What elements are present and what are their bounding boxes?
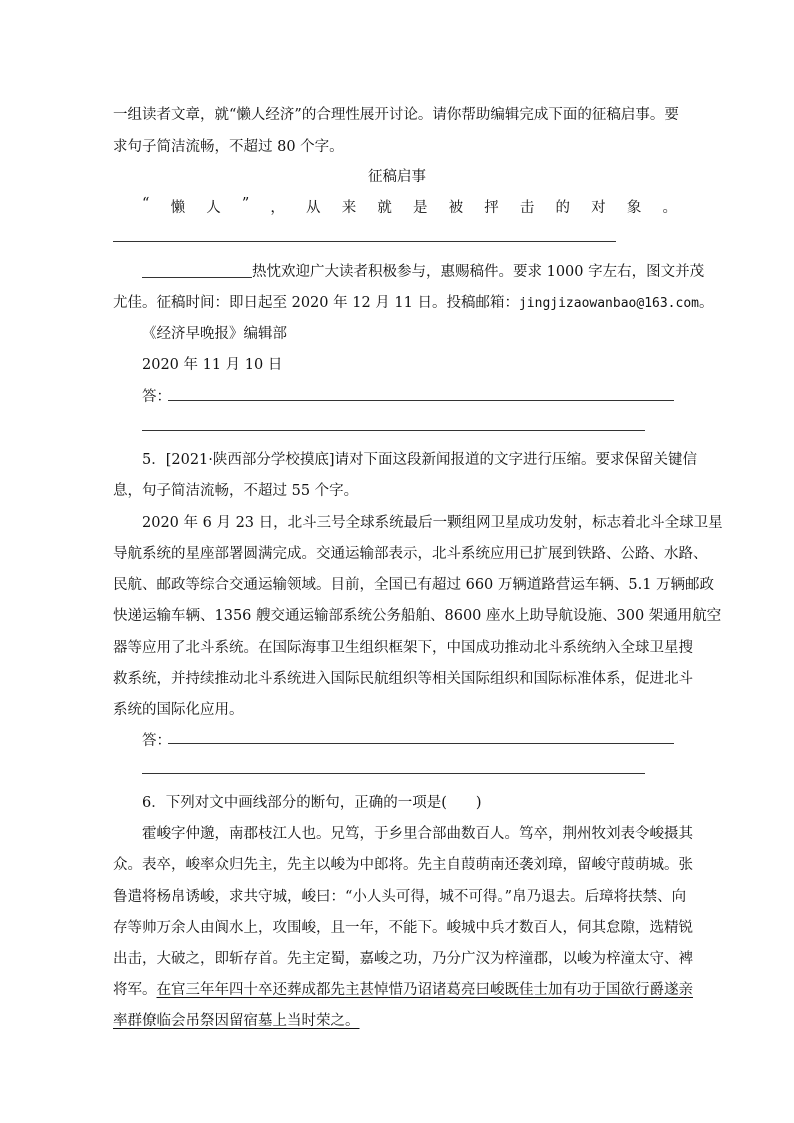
q5-passage-line: 民航、邮政等综合交通运输领域。目前，全国已有超过 660 万辆道路营运车辆、5.1 万辆邮政: [113, 577, 715, 593]
q6-passage-line: [113, 1009, 360, 1030]
q5-prompt-line-2: 息，句子简洁流畅，不超过 55 个字。: [113, 483, 359, 499]
notice-opening-spread: [142, 196, 677, 217]
q5-passage-line: 2020 年 6 月 23 日，北斗三号全球系统最后一颗组网卫星成功发射，标志着北斗全球卫星: [142, 515, 723, 531]
q6-passage-line: 鲁遣将杨帛诱峻，求共守城，峻曰：“小人头可得，城不可得。”帛乃退去。后璋将扶禁、向: [113, 889, 687, 905]
answer-line[interactable]: [168, 400, 674, 401]
q5-passage-line: 系统的国际化应用。: [113, 702, 244, 718]
spread-char: 象: [626, 200, 642, 216]
spread-char: ，: [270, 200, 285, 216]
notice-title: 征稿启事: [368, 169, 426, 185]
intro-line-1: 一组读者文章，就“懒人经济”的合理性展开讨论。请你帮助编辑完成下面的征稿启事。要: [113, 107, 679, 123]
q5-passage-line: 导航系统的星座部署圆满完成。交通运输部表示，北斗系统应用已扩展到铁路、公路、水路、: [113, 546, 708, 562]
q6-underlined-text: 率群僚临会吊祭因留宿墓上当时荣之。: [113, 1013, 360, 1029]
q6-passage-line: 众。表卒，峻率众归先主，先主以峻为中郎将。先主自葭萌南还袭刘璋，留峻守葭萌城。张: [113, 857, 693, 873]
q5-passage-line: 救系统，并持续推动北斗系统进入国际民航组织等相关国际组织和国际标准体系，促进北斗: [113, 671, 693, 687]
spread-char: 懒: [170, 200, 186, 216]
q5-prompt-line-1: 5．[2021·陕西部分学校摸底]请对下面这段新闻报道的文字进行压缩。要求保留关键信: [142, 452, 698, 468]
notice-body-line-2: [113, 291, 713, 312]
q6-underlined-text: 在官三年年四十卒还葬成都先主甚悼惜乃诏诸葛亮曰峻既佳士加有功于国欲行爵遂亲: [156, 982, 693, 998]
notice-body-text-1: 热忱欢迎广大读者积极参与，惠赐稿件。要求 1000 字左右，图文并茂: [252, 264, 705, 280]
intro-line-2: 求句子简洁流畅，不超过 80 个字。: [113, 139, 344, 155]
spread-char: 就: [377, 200, 392, 216]
spread-char: 从: [306, 200, 321, 216]
answer-blank-line[interactable]: [113, 241, 616, 242]
q6-text: 将军。: [113, 982, 157, 998]
notice-date: 2020 年 11 月 10 日: [142, 357, 283, 373]
q5-passage-line: 快递运输车辆、1356 艘交通运输部系统公务船舶、8600 座水上助导航设施、300 架通用航空: [113, 608, 722, 624]
notice-body-line-1: [142, 260, 704, 281]
answer-label: 答：: [142, 733, 171, 749]
q6-title: 6．下列对文中画线部分的断句，正确的一项是( ): [142, 795, 482, 811]
spread-char: 。: [662, 200, 677, 216]
notice-body-text-2: 尤佳。征稿时间：即日起至 2020 年 12 月 11 日。投稿邮箱：: [113, 295, 519, 311]
spread-char: 被: [448, 200, 464, 216]
q6-passage-line: 出击，大破之，即斩存首。先主定蜀，嘉峻之功，乃分广汉为梓潼郡，以峻为梓潼太守、裨: [113, 951, 693, 967]
spread-char: ”: [241, 196, 250, 212]
spread-char: 抨: [484, 200, 499, 216]
notice-signature: 《经济早晚报》编辑部: [142, 326, 287, 342]
answer-line[interactable]: [168, 743, 674, 744]
spread-char: 对: [591, 200, 606, 216]
answer-line[interactable]: [142, 773, 645, 774]
fill-in-blank[interactable]: [142, 263, 252, 278]
notice-body-text-2-end: 。: [698, 295, 714, 311]
notice-email: jingjizaowanbao@163.com: [518, 296, 699, 311]
answer-line[interactable]: [142, 430, 645, 431]
spread-char: “: [142, 196, 150, 212]
spread-char: 击: [519, 200, 535, 216]
spread-char: 人: [206, 200, 221, 216]
spread-char: 是: [412, 200, 428, 216]
spread-char: 的: [555, 200, 571, 216]
answer-label: 答：: [142, 389, 171, 405]
q6-passage-line: [113, 978, 693, 999]
spread-char: 来: [341, 200, 357, 216]
q6-passage-line: 存等帅万余人由阆水上，攻围峻，且一年，不能下。峻城中兵才数百人，伺其怠隙，选精锐: [113, 920, 693, 936]
q6-passage-line: 霍峻字仲邈，南郡枝江人也。兄笃，于乡里合部曲数百人。笃卒，荆州牧刘表令峻摄其: [142, 826, 693, 842]
q5-passage-line: 器等应用了北斗系统。在国际海事卫生组织框架下，中国成功推动北斗系统纳入全球卫星搜: [113, 640, 693, 656]
